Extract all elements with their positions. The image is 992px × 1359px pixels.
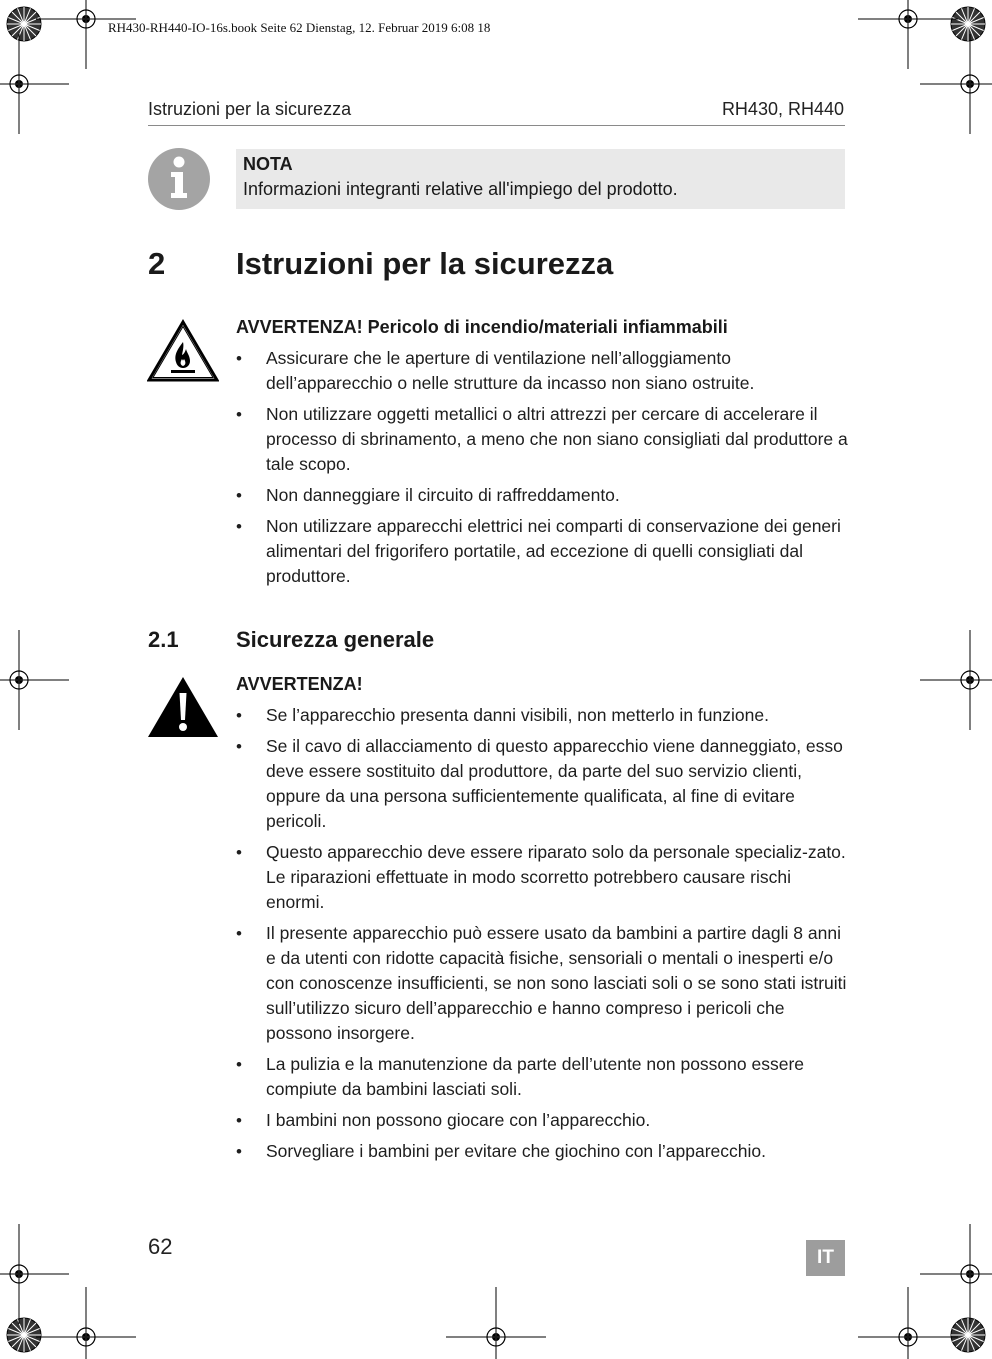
list-item-text: I bambini non possono giocare con l’apparecchio. — [266, 1110, 651, 1130]
section-title: Sicurezza generale — [236, 627, 435, 652]
list-item-text: Se il cavo di allacciamento di questo apparecchio viene danneggiato, esso deve essere sostituito dal produttore, da parte del suo servizio clienti, oppure da una persona sufficientemente qualificata, al fine di evitare pericoli. — [266, 736, 843, 831]
fire-warning-title: AVVERTENZA! Pericolo di incendio/materiali infiammabili — [236, 317, 728, 337]
list-item — [236, 921, 848, 1046]
bullet-icon: • — [236, 924, 242, 943]
bullet-icon: • — [236, 1142, 242, 1161]
list-item — [236, 483, 848, 508]
bullet-icon: • — [236, 737, 242, 756]
fire-warning-icon — [147, 319, 219, 382]
running-header-right: RH430, RH440 — [721, 99, 844, 119]
info-icon — [147, 147, 211, 211]
fire-warning-list — [236, 346, 848, 589]
bullet-icon: • — [236, 1055, 242, 1074]
bullet-icon: • — [236, 517, 242, 536]
list-item-text: Non utilizzare oggetti metallici o altri attrezzi per cercare di accelerare il processo di sbrinamento, a meno che non siano consigliati dal produttore a tale scopo. — [266, 404, 848, 474]
list-item — [236, 402, 848, 477]
list-item — [236, 1139, 848, 1164]
chapter-title: Istruzioni per la sicurezza — [236, 246, 614, 281]
running-header-left: Istruzioni per la sicurezza — [148, 99, 352, 119]
note-text: Informazioni integranti relative all'impiego del prodotto. — [243, 179, 678, 199]
list-item-text: Il presente apparecchio può essere usato da bambini a partire dagli 8 anni e da utenti con ridotte capacità fisiche, sensoriali o mentali o inesperti e/o con conoscenze insufficienti, se non sono lasciati soli o se sono stati istruiti sull’utilizzo sicuro dell’apparecchio e hanno compreso i pericoli che possono insorgere. — [266, 923, 847, 1043]
list-item — [236, 734, 848, 834]
list-item-text: Non utilizzare apparecchi elettrici nei comparti di conservazione dei generi alimentari del frigorifero portatile, ad eccezione di quelli consigliati dal produttore. — [266, 516, 841, 586]
bullet-icon: • — [236, 843, 242, 862]
list-item — [236, 840, 848, 915]
bullet-icon: • — [236, 486, 242, 505]
chapter-number: 2 — [148, 246, 166, 281]
general-warning-title: AVVERTENZA! — [236, 674, 363, 694]
fire-warning-block — [236, 314, 848, 589]
list-item-text: Sorvegliare i bambini per evitare che giochino con l’apparecchio. — [266, 1141, 767, 1161]
bullet-icon: • — [236, 1111, 242, 1130]
list-item — [236, 703, 848, 728]
list-item — [236, 1052, 848, 1102]
note-title: NOTA — [243, 154, 293, 174]
language-badge: IT — [806, 1240, 845, 1276]
bullet-icon: • — [236, 349, 242, 368]
section-number: 2.1 — [148, 627, 179, 652]
list-item — [236, 346, 848, 396]
note-box — [236, 149, 845, 209]
list-item-text: La pulizia e la manutenzione da parte dell’utente non possono essere compiute da bambini lasciati soli. — [266, 1054, 805, 1099]
page-number: 62 — [148, 1234, 173, 1259]
general-warning-list — [236, 703, 848, 1164]
list-item-text: Non danneggiare il circuito di raffreddamento. — [266, 485, 620, 505]
list-item — [236, 1108, 848, 1133]
list-item-text: Se l’apparecchio presenta danni visibili, non metterlo in funzione. — [266, 705, 769, 725]
header-divider — [148, 125, 845, 126]
bullet-icon: • — [236, 706, 242, 725]
list-item — [236, 514, 848, 589]
print-slug-line: RH430-RH440-IO-16s.book Seite 62 Dienstag, 12. Februar 2019 6:08 18 — [108, 20, 491, 35]
warning-triangle-icon — [147, 675, 219, 738]
list-item-text: Assicurare che le aperture di ventilazione nell’alloggiamento dell’apparecchio o nelle strutture da incasso non siano ostruite. — [266, 348, 755, 393]
bullet-icon: • — [236, 405, 242, 424]
list-item-text: Questo apparecchio deve essere riparato solo da personale specializ-zato. Le riparazioni effettuate in modo scorretto potrebbero causare rischi enormi. — [266, 842, 846, 912]
general-warning-block — [236, 671, 848, 1164]
